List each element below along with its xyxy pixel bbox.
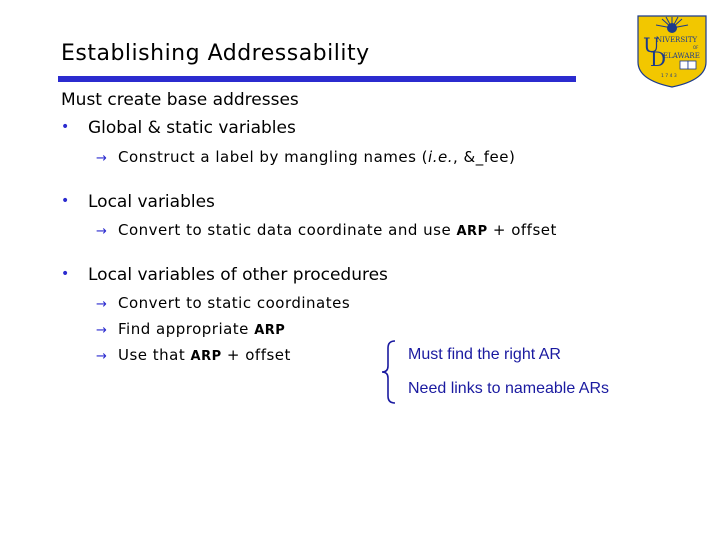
bullet-dot: •	[61, 266, 70, 282]
arrow-icon: →	[96, 349, 108, 364]
logo-initial-d: D	[650, 47, 667, 71]
arrow-icon: →	[96, 297, 108, 312]
logo-initial-u: U	[643, 33, 660, 57]
bullet-other-procedures: Local variables of other procedures	[88, 265, 388, 285]
logo-year: 1 7 4 3	[661, 74, 677, 79]
university-of-delaware-logo	[636, 14, 708, 88]
slide-title: Establishing Addressability	[61, 41, 370, 66]
subbullet-convert-static-coords: → Convert to static coordinates	[96, 294, 351, 312]
bullet-dot: •	[61, 119, 70, 135]
arrow-icon: →	[96, 224, 108, 239]
curly-brace	[380, 340, 400, 404]
note-find-right-ar: Must find the right AR	[408, 346, 561, 363]
logo-delaware-text: ELAWARE	[663, 52, 700, 60]
arrow-icon: →	[96, 323, 108, 338]
intro-text: Must create base addresses	[61, 90, 299, 110]
bullet-dot: •	[61, 193, 70, 209]
title-underline	[58, 76, 576, 82]
subbullet-construct-label: → Construct a label by mangling names (i.e., &_fee)	[96, 148, 516, 166]
subbullet-use-arp-offset: → Use that ARP + offset	[96, 346, 291, 364]
bullet-local-variables: Local variables	[88, 192, 215, 212]
subbullet-find-arp: → Find appropriate ARP	[96, 320, 286, 338]
subbullet-convert-static-data: → Convert to static data coordinate and use ARP + offset	[96, 221, 557, 239]
arrow-icon: →	[96, 151, 108, 166]
bullet-global-static: Global & static variables	[88, 118, 296, 138]
note-links-nameable-ars: Need links to nameable ARs	[408, 380, 610, 397]
logo-university-text: NIVERSITY	[656, 36, 698, 44]
logo-of-text: OF	[693, 45, 699, 50]
